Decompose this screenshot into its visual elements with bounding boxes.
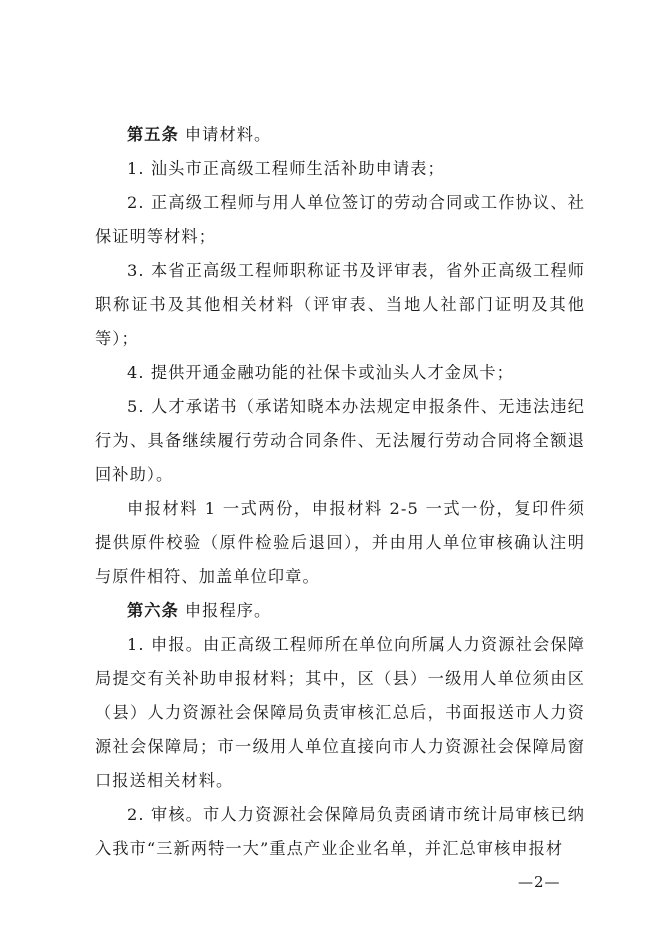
article-5-heading bbox=[95, 118, 585, 152]
article-6-title: 第六条 bbox=[127, 601, 179, 620]
article-6-heading bbox=[95, 594, 585, 628]
document-body bbox=[95, 118, 585, 866]
article-6-heading-text: 申报程序。 bbox=[184, 601, 272, 620]
article-5-heading-text: 申请材料。 bbox=[184, 125, 272, 144]
article-5-item-3: 3. 本省正高级工程师职称证书及评审表，省外正高级工程师职称证书及其他相关材料（评审表、当地人社部门证明及其他等）； bbox=[95, 261, 585, 348]
page-number: —2— bbox=[518, 873, 561, 891]
article-5-note: 申报材料 1 一式两份，申报材料 2-5 一式一份，复印件须提供原件校验（原件检验后退回），并由用人单位审核确认注明与原件相符、加盖单位印章。 bbox=[95, 499, 585, 586]
article-5-item-2: 2. 正高级工程师与用人单位签订的劳动合同或工作协议、社保证明等材料； bbox=[95, 193, 585, 246]
article-6-item-1: 1. 申报。由正高级工程师所在单位向所属人力资源社会保障局提交有关补助申报材料；其中，区（县）一级用人单位须由区（县）人力资源社会保障局负责审核汇总后，书面报送市人力资源社会保障局；市一级用人单位直接向市人力资源社会保障局窗口报送相关材料。 bbox=[95, 635, 585, 790]
article-5-item-5: 5. 人才承诺书（承诺知晓本办法规定申报条件、无违法违纪行为、具备继续履行劳动合同条件、无法履行劳动合同将全额退回补助）。 bbox=[95, 397, 585, 484]
article-5-item-4: 4. 提供开通金融功能的社保卡或汕头人才金凤卡； bbox=[127, 363, 514, 382]
article-5-title: 第五条 bbox=[127, 125, 179, 144]
article-6-item-2: 2. 审核。市人力资源社会保障局负责函请市统计局审核已纳入我市“三新两特一大”重点产业企业名单，并汇总审核申报材 bbox=[95, 805, 585, 858]
article-5-item-1: 1. 汕头市正高级工程师生活补助申请表； bbox=[127, 159, 445, 178]
